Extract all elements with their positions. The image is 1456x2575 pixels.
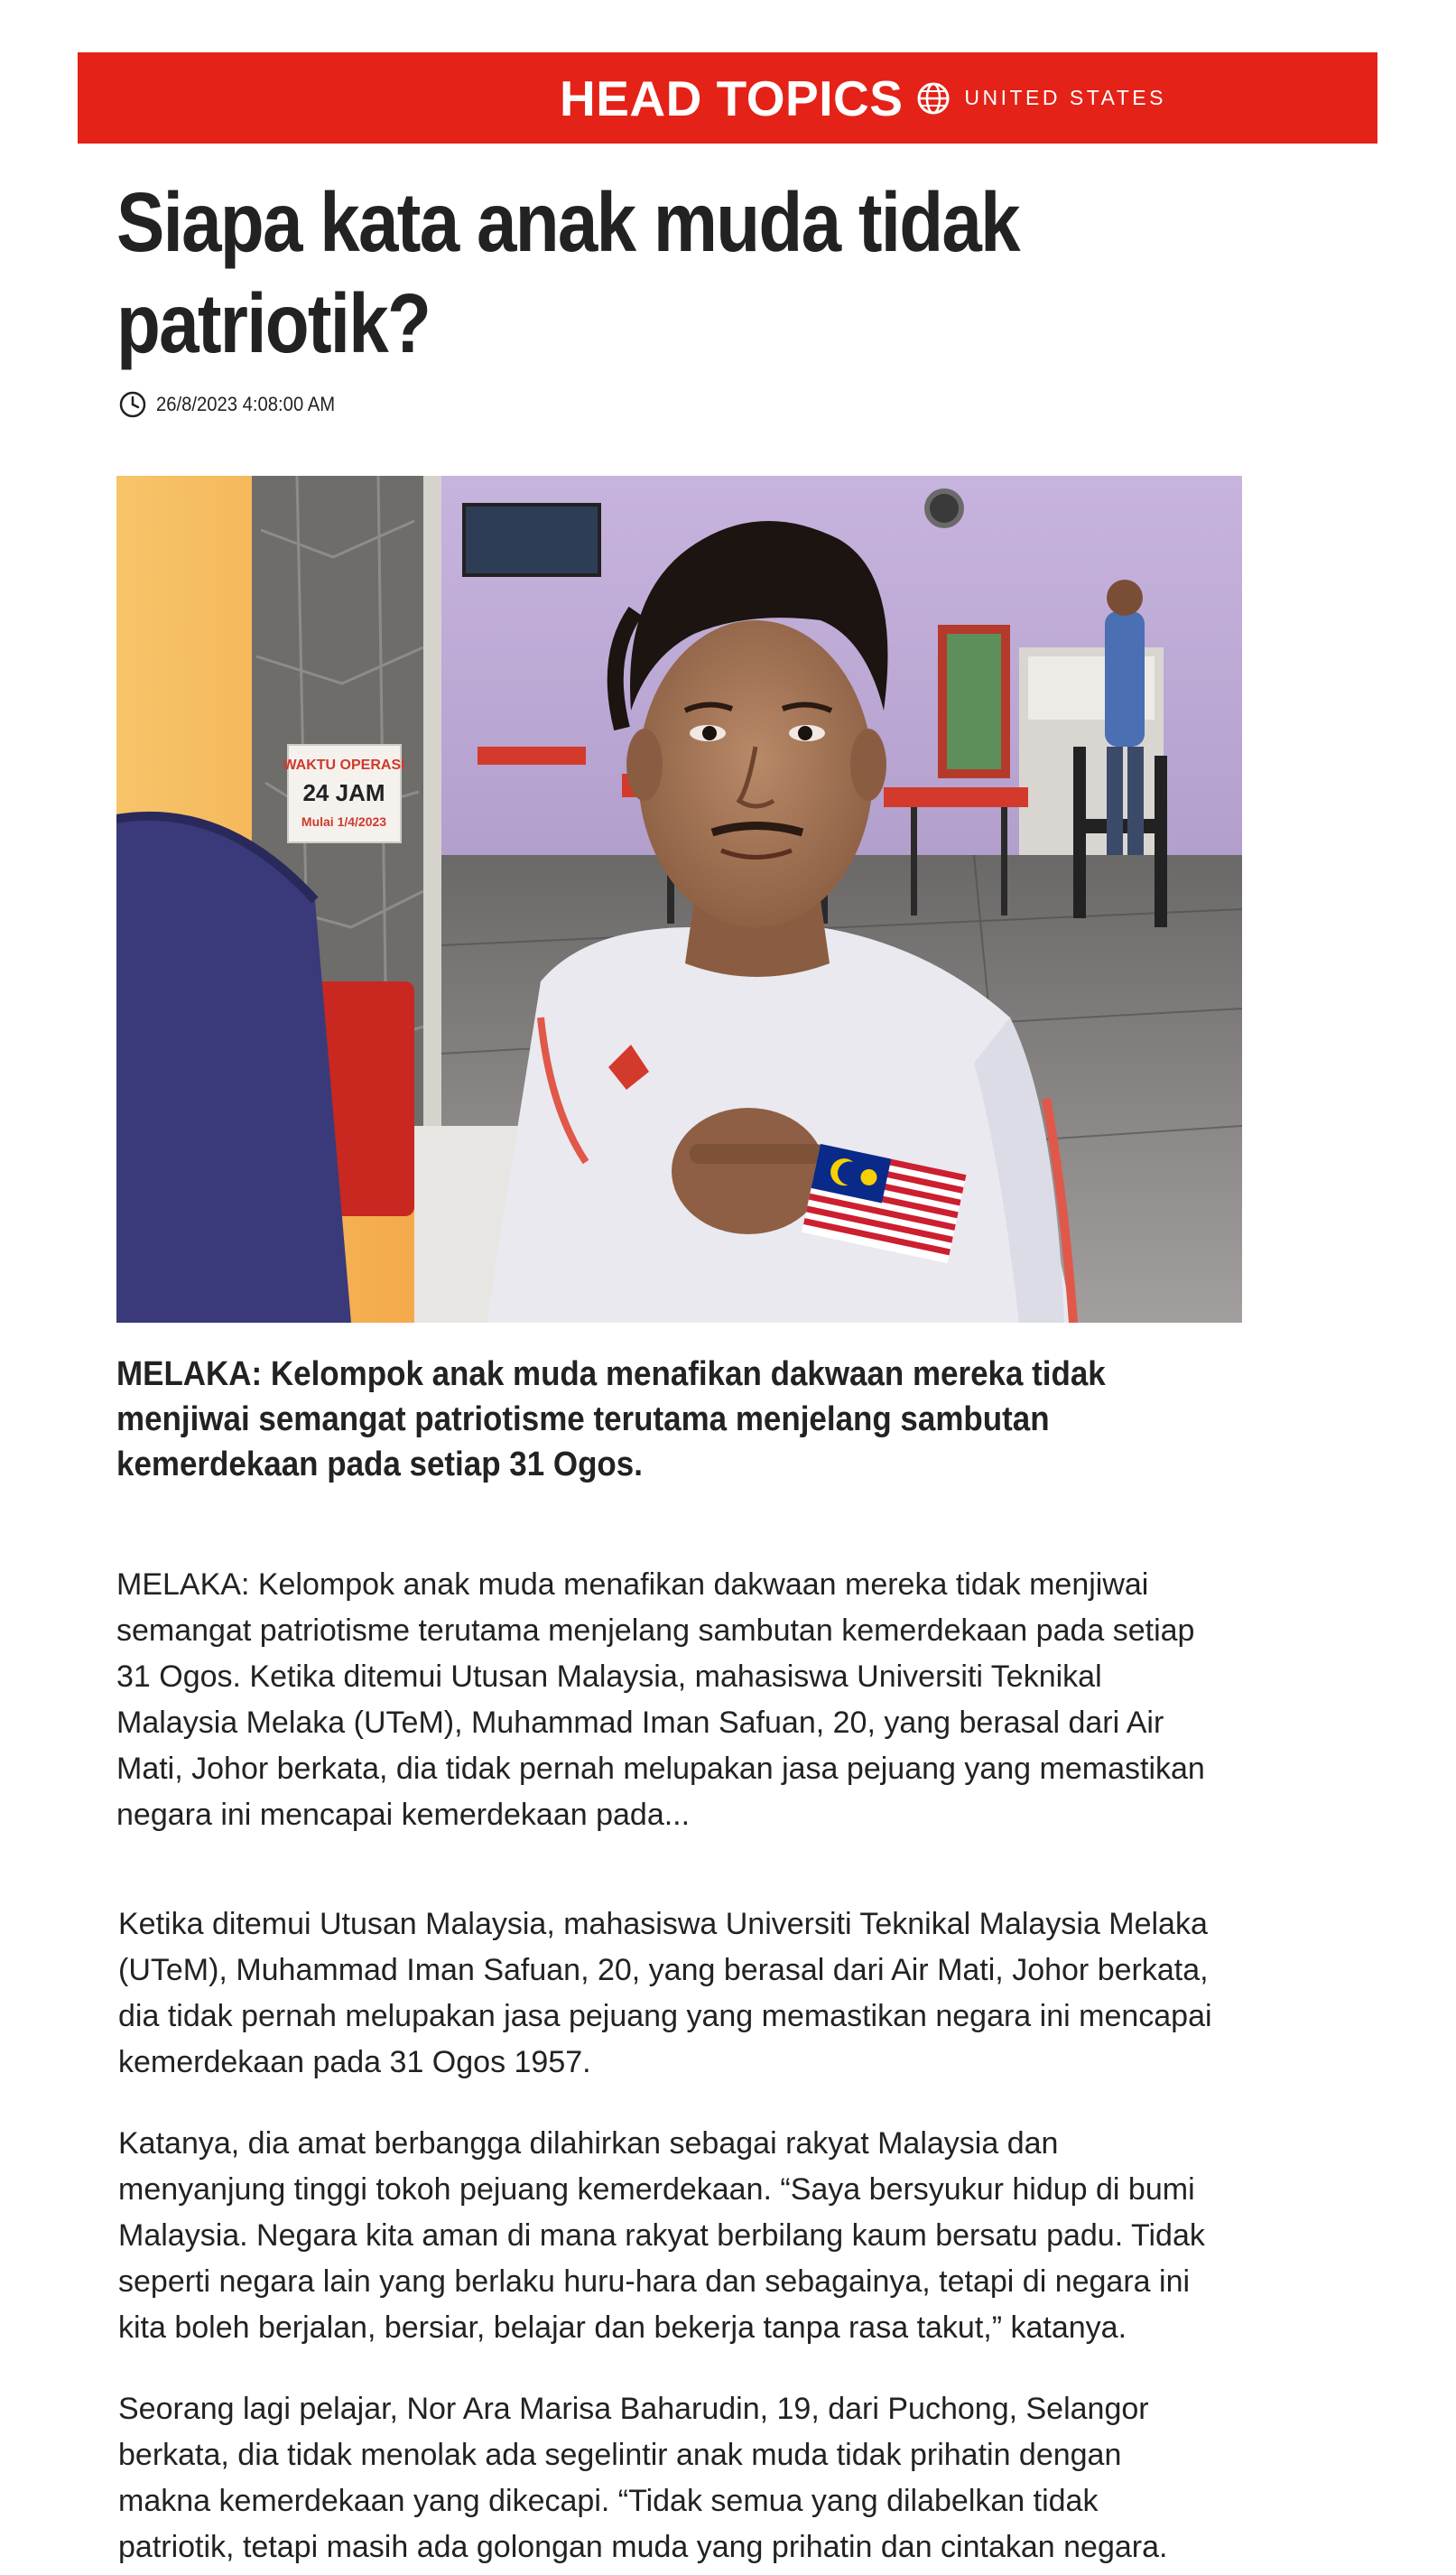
site-header <box>78 52 1377 144</box>
article-paragraph: Katanya, dia amat berbangga dilahirkan sebagai rakyat Malaysia dan menyanjung tinggi tokoh pejuang kemerdekaan. “Saya bersyukur hidup di bumi Malaysia. Negara kita aman di mana rakyat berbilang kaum bersatu padu. Tidak seperti negara lain yang berlaku huru-hara dan sebagainya, tetapi di negara ini kita boleh berjalan, bersiar, belajar dan bekerja tanpa rasa takut,” katanya. <box>118 2126 1205 2345</box>
article-headline: Siapa kata anak muda tidak patriotik? <box>116 175 1019 370</box>
region-selector[interactable]: UNITED STATES <box>964 86 1166 109</box>
sign-title: WAKTU OPERASI <box>283 758 405 773</box>
article-dateline <box>118 390 350 419</box>
brand-logo[interactable] <box>560 52 1166 144</box>
article-photo <box>116 476 1242 1323</box>
article-paragraph: Seorang lagi pelajar, Nor Ara Marisa Baharudin, 19, dari Puchong, Selangor berkata, dia tidak menolak ada segelintir anak muda tidak prihatin dengan makna kemerdekaan yang dikecapi. “Tidak semua yang dilabelkan tidak patriotik, tetapi masih ada golongan muda yang prihatin dan cintakan negara. <box>118 2392 1168 2564</box>
sign-line2: Mulai 1/4/2023 <box>301 814 387 829</box>
brand-name[interactable]: HEAD TOPICS <box>560 70 904 126</box>
article-summary: MELAKA: Kelompok anak muda menafikan dakwaan mereka tidak menjiwai semangat patriotisme terutama menjelang sambutan kemerdekaan pada setiap 31 Ogos. Ketika ditemui Utusan Malaysia, mahasiswa Universiti Teknikal Malaysia Melaka (UTeM), Muhammad Iman Safuan, 20, yang berasal dari Air Mati, Johor berkata, dia tidak pernah melupakan jasa pejuang yang memastikan negara ini mencapai kemerdekaan pada... <box>116 1567 1205 1832</box>
globe-icon[interactable] <box>915 80 951 116</box>
article-lead: MELAKA: Kelompok anak muda menafikan dakwaan mereka tidak menjiwai semangat patriotisme terutama menjelang sambutan kemerdekaan pada setiap 31 Ogos. <box>116 1355 1106 1483</box>
sign-line1: 24 JAM <box>302 779 385 806</box>
article-paragraph: Ketika ditemui Utusan Malaysia, mahasiswa Universiti Teknikal Malaysia Melaka (UTeM), Muhammad Iman Safuan, 20, yang berasal dari Air Mati, Johor berkata, dia tidak pernah melupakan jasa pejuang yang memastikan negara ini mencapai kemerdekaan pada 31 Ogos 1957. <box>118 1907 1212 2079</box>
publish-date: 26/8/2023 4:08:00 AM <box>156 393 336 415</box>
clock-icon <box>118 390 147 419</box>
